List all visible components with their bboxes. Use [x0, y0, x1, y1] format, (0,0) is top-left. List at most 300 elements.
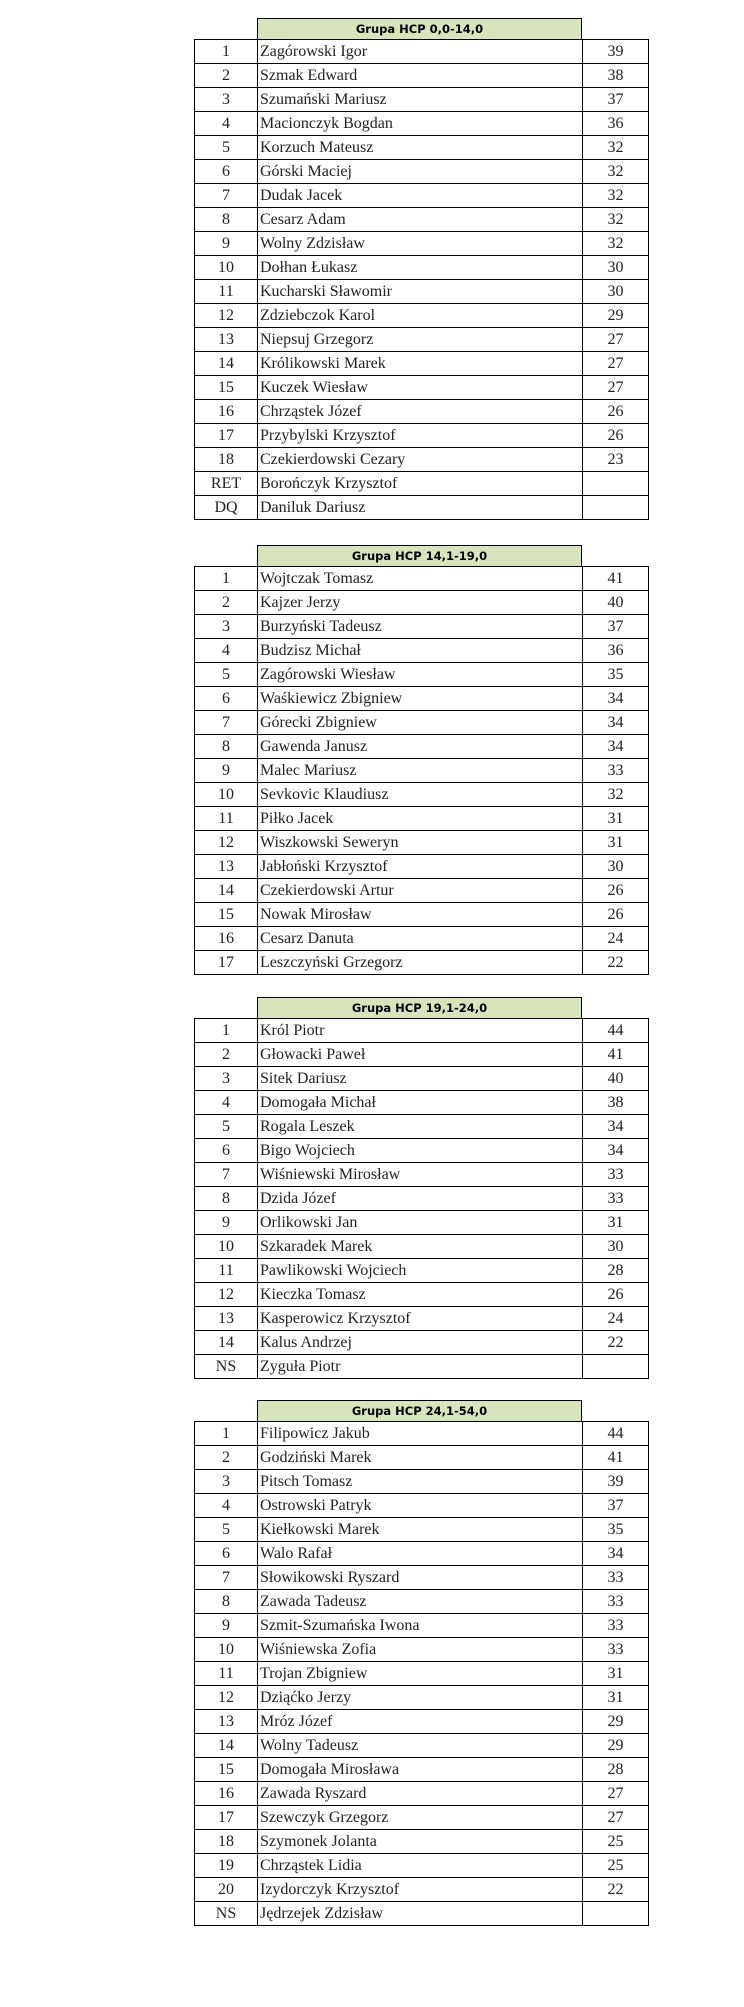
points-cell: 34 [583, 711, 649, 735]
points-cell: 40 [583, 591, 649, 615]
results-table [194, 566, 649, 975]
position-cell: 12 [195, 1686, 258, 1710]
player-name-cell: Chrząstek Lidia [258, 1854, 583, 1878]
player-name-cell: Malec Mariusz [258, 759, 583, 783]
position-cell: 20 [195, 1878, 258, 1902]
points-cell: 38 [583, 64, 649, 88]
position-cell: 17 [195, 424, 258, 448]
position-cell: 2 [195, 1446, 258, 1470]
points-cell: 26 [583, 903, 649, 927]
table-row [195, 232, 649, 256]
points-cell: 30 [583, 280, 649, 304]
points-cell: 32 [583, 232, 649, 256]
table-row [195, 64, 649, 88]
position-cell: 14 [195, 1734, 258, 1758]
player-name-cell: Filipowicz Jakub [258, 1422, 583, 1446]
points-cell: 33 [583, 1638, 649, 1662]
table-row [195, 807, 649, 831]
points-cell: 44 [583, 1422, 649, 1446]
player-name-cell: Szmak Edward [258, 64, 583, 88]
table-row [195, 1830, 649, 1854]
points-cell: 27 [583, 1782, 649, 1806]
position-cell: 9 [195, 1211, 258, 1235]
points-cell: 26 [583, 1283, 649, 1307]
table-row [195, 496, 649, 520]
player-name-cell: Kajzer Jerzy [258, 591, 583, 615]
points-cell: 23 [583, 448, 649, 472]
position-cell: 12 [195, 304, 258, 328]
table-row [195, 1614, 649, 1638]
player-name-cell: Przybylski Krzysztof [258, 424, 583, 448]
position-cell: 3 [195, 615, 258, 639]
position-cell: 14 [195, 352, 258, 376]
position-cell: 14 [195, 879, 258, 903]
table-row [195, 711, 649, 735]
player-name-cell: Kiełkowski Marek [258, 1518, 583, 1542]
table-row [195, 352, 649, 376]
player-name-cell: Wolny Zdzisław [258, 232, 583, 256]
position-cell: 4 [195, 1494, 258, 1518]
table-row [195, 1854, 649, 1878]
position-cell: 11 [195, 280, 258, 304]
player-name-cell: Waśkiewicz Zbigniew [258, 687, 583, 711]
points-cell [583, 472, 649, 496]
points-cell: 31 [583, 1686, 649, 1710]
position-cell: 2 [195, 1043, 258, 1067]
player-name-cell: Zawada Ryszard [258, 1782, 583, 1806]
table-row [195, 1566, 649, 1590]
points-cell: 25 [583, 1854, 649, 1878]
points-cell: 22 [583, 951, 649, 975]
results-table [194, 39, 649, 520]
player-name-cell: Wiśniewska Zofia [258, 1638, 583, 1662]
player-name-cell: Królikowski Marek [258, 352, 583, 376]
points-cell: 29 [583, 1710, 649, 1734]
table-row [195, 1710, 649, 1734]
table-row [195, 1422, 649, 1446]
points-cell: 33 [583, 1590, 649, 1614]
points-cell: 39 [583, 1470, 649, 1494]
points-cell: 37 [583, 1494, 649, 1518]
table-row [195, 1211, 649, 1235]
table-row [195, 903, 649, 927]
points-cell: 27 [583, 1806, 649, 1830]
table-row [195, 1187, 649, 1211]
points-cell: 33 [583, 759, 649, 783]
points-cell [583, 1355, 649, 1379]
points-cell: 31 [583, 1211, 649, 1235]
table-row [195, 400, 649, 424]
position-cell: 14 [195, 1331, 258, 1355]
position-cell: 15 [195, 376, 258, 400]
player-name-cell: Czekierdowski Cezary [258, 448, 583, 472]
points-cell: 32 [583, 783, 649, 807]
points-cell: 32 [583, 184, 649, 208]
points-cell: 27 [583, 328, 649, 352]
table-row [195, 1638, 649, 1662]
position-cell: 1 [195, 567, 258, 591]
position-cell: 4 [195, 639, 258, 663]
player-name-cell: Niepsuj Grzegorz [258, 328, 583, 352]
player-name-cell: Leszczyński Grzegorz [258, 951, 583, 975]
position-cell: 7 [195, 1566, 258, 1590]
points-cell: 37 [583, 615, 649, 639]
player-name-cell: Macionczyk Bogdan [258, 112, 583, 136]
player-name-cell: Szkaradek Marek [258, 1235, 583, 1259]
position-cell: 2 [195, 591, 258, 615]
position-cell: 5 [195, 1518, 258, 1542]
position-cell: 13 [195, 328, 258, 352]
table-row [195, 376, 649, 400]
table-row [195, 1518, 649, 1542]
points-cell: 35 [583, 1518, 649, 1542]
group-section [194, 545, 648, 975]
player-name-cell: Zawada Tadeusz [258, 1590, 583, 1614]
player-name-cell: Korzuch Mateusz [258, 136, 583, 160]
points-cell: 41 [583, 567, 649, 591]
player-name-cell: Kieczka Tomasz [258, 1283, 583, 1307]
table-row [195, 328, 649, 352]
position-cell: 4 [195, 112, 258, 136]
points-cell: 25 [583, 1830, 649, 1854]
points-cell: 26 [583, 400, 649, 424]
player-name-cell: Zagórowski Wiesław [258, 663, 583, 687]
table-row [195, 1902, 649, 1926]
position-cell: 15 [195, 903, 258, 927]
table-row [195, 951, 649, 975]
points-cell: 34 [583, 1139, 649, 1163]
player-name-cell: Walo Rafał [258, 1542, 583, 1566]
table-row [195, 927, 649, 951]
points-cell: 38 [583, 1091, 649, 1115]
position-cell: 4 [195, 1091, 258, 1115]
points-cell: 31 [583, 1662, 649, 1686]
position-cell: 7 [195, 1163, 258, 1187]
position-cell: 6 [195, 1139, 258, 1163]
position-cell: 6 [195, 687, 258, 711]
position-cell: 9 [195, 1614, 258, 1638]
player-name-cell: Sitek Dariusz [258, 1067, 583, 1091]
player-name-cell: Chrząstek Józef [258, 400, 583, 424]
position-cell: 8 [195, 735, 258, 759]
player-name-cell: Górecki Zbigniew [258, 711, 583, 735]
player-name-cell: Jędrzejek Zdzisław [258, 1902, 583, 1926]
player-name-cell: Godziński Marek [258, 1446, 583, 1470]
player-name-cell: Pawlikowski Wojciech [258, 1259, 583, 1283]
player-name-cell: Piłko Jacek [258, 807, 583, 831]
points-cell: 24 [583, 1307, 649, 1331]
group-header: Grupa HCP 19,1-24,0 [257, 997, 582, 1018]
player-name-cell: Domogała Mirosława [258, 1758, 583, 1782]
player-name-cell: Zdziebczok Karol [258, 304, 583, 328]
points-cell: 36 [583, 112, 649, 136]
player-name-cell: Daniluk Dariusz [258, 496, 583, 520]
points-cell: 35 [583, 663, 649, 687]
table-row [195, 1590, 649, 1614]
position-cell: NS [195, 1902, 258, 1926]
table-row [195, 256, 649, 280]
group-header: Grupa HCP 0,0-14,0 [257, 18, 582, 39]
table-row [195, 663, 649, 687]
points-cell: 41 [583, 1043, 649, 1067]
table-row [195, 1331, 649, 1355]
points-cell: 37 [583, 88, 649, 112]
points-cell: 31 [583, 831, 649, 855]
points-cell: 33 [583, 1187, 649, 1211]
player-name-cell: Orlikowski Jan [258, 1211, 583, 1235]
points-cell: 33 [583, 1614, 649, 1638]
player-name-cell: Gawenda Janusz [258, 735, 583, 759]
table-row [195, 1163, 649, 1187]
table-row [195, 1470, 649, 1494]
table-row [195, 1019, 649, 1043]
points-cell: 39 [583, 40, 649, 64]
points-cell: 34 [583, 1115, 649, 1139]
position-cell: 18 [195, 448, 258, 472]
player-name-cell: Głowacki Paweł [258, 1043, 583, 1067]
position-cell: 2 [195, 64, 258, 88]
table-row [195, 1662, 649, 1686]
position-cell: 13 [195, 1710, 258, 1734]
position-cell: 1 [195, 1422, 258, 1446]
table-row [195, 1782, 649, 1806]
table-row [195, 567, 649, 591]
player-name-cell: Wojtczak Tomasz [258, 567, 583, 591]
position-cell: 9 [195, 232, 258, 256]
points-cell: 29 [583, 1734, 649, 1758]
points-cell: 28 [583, 1758, 649, 1782]
points-cell: 30 [583, 1235, 649, 1259]
position-cell: 3 [195, 1470, 258, 1494]
table-row [195, 160, 649, 184]
position-cell: 10 [195, 783, 258, 807]
position-cell: 8 [195, 1590, 258, 1614]
points-cell: 33 [583, 1566, 649, 1590]
table-row [195, 831, 649, 855]
table-row [195, 1283, 649, 1307]
player-name-cell: Trojan Zbigniew [258, 1662, 583, 1686]
table-row [195, 1259, 649, 1283]
player-name-cell: Dzida Józef [258, 1187, 583, 1211]
table-row [195, 759, 649, 783]
points-cell: 32 [583, 208, 649, 232]
position-cell: 15 [195, 1758, 258, 1782]
player-name-cell: Kucharski Sławomir [258, 280, 583, 304]
player-name-cell: Słowikowski Ryszard [258, 1566, 583, 1590]
player-name-cell: Rogala Leszek [258, 1115, 583, 1139]
results-table [194, 1421, 649, 1926]
position-cell: 7 [195, 184, 258, 208]
position-cell: 10 [195, 1235, 258, 1259]
group-section [194, 997, 648, 1379]
position-cell: 12 [195, 831, 258, 855]
points-cell: 30 [583, 855, 649, 879]
table-row [195, 40, 649, 64]
player-name-cell: Jabłoński Krzysztof [258, 855, 583, 879]
position-cell: 3 [195, 1067, 258, 1091]
player-name-cell: Domogała Michał [258, 1091, 583, 1115]
player-name-cell: Wiśniewski Mirosław [258, 1163, 583, 1187]
table-row [195, 1446, 649, 1470]
position-cell: 11 [195, 1259, 258, 1283]
player-name-cell: Kalus Andrzej [258, 1331, 583, 1355]
table-row [195, 1494, 649, 1518]
player-name-cell: Ostrowski Patryk [258, 1494, 583, 1518]
points-cell: 22 [583, 1331, 649, 1355]
player-name-cell: Bigo Wojciech [258, 1139, 583, 1163]
points-cell: 40 [583, 1067, 649, 1091]
position-cell: 5 [195, 663, 258, 687]
table-row [195, 472, 649, 496]
table-row [195, 112, 649, 136]
position-cell: 17 [195, 1806, 258, 1830]
points-cell: 32 [583, 160, 649, 184]
player-name-cell: Dudak Jacek [258, 184, 583, 208]
table-row [195, 136, 649, 160]
position-cell: DQ [195, 496, 258, 520]
table-row [195, 1139, 649, 1163]
table-row [195, 1542, 649, 1566]
position-cell: 9 [195, 759, 258, 783]
player-name-cell: Budzisz Michał [258, 639, 583, 663]
results-sheet [194, 18, 648, 1951]
player-name-cell: Dołhan Łukasz [258, 256, 583, 280]
points-cell: 24 [583, 927, 649, 951]
position-cell: 8 [195, 208, 258, 232]
player-name-cell: Pitsch Tomasz [258, 1470, 583, 1494]
position-cell: NS [195, 1355, 258, 1379]
table-row [195, 1758, 649, 1782]
position-cell: 5 [195, 136, 258, 160]
position-cell: 19 [195, 1854, 258, 1878]
table-row [195, 591, 649, 615]
position-cell: 12 [195, 1283, 258, 1307]
table-row [195, 88, 649, 112]
points-cell: 44 [583, 1019, 649, 1043]
position-cell: 16 [195, 400, 258, 424]
points-cell: 26 [583, 879, 649, 903]
group-section [194, 18, 648, 520]
table-row [195, 735, 649, 759]
group-section [194, 1400, 648, 1926]
player-name-cell: Cesarz Adam [258, 208, 583, 232]
points-cell: 31 [583, 807, 649, 831]
player-name-cell: Górski Maciej [258, 160, 583, 184]
position-cell: RET [195, 472, 258, 496]
points-cell [583, 496, 649, 520]
table-row [195, 639, 649, 663]
group-header: Grupa HCP 14,1-19,0 [257, 545, 582, 566]
position-cell: 1 [195, 40, 258, 64]
group-header: Grupa HCP 24,1-54,0 [257, 1400, 582, 1421]
player-name-cell: Kuczek Wiesław [258, 376, 583, 400]
points-cell: 41 [583, 1446, 649, 1470]
points-cell: 34 [583, 687, 649, 711]
position-cell: 6 [195, 1542, 258, 1566]
position-cell: 5 [195, 1115, 258, 1139]
player-name-cell: Król Piotr [258, 1019, 583, 1043]
table-row [195, 1806, 649, 1830]
position-cell: 11 [195, 807, 258, 831]
player-name-cell: Czekierdowski Artur [258, 879, 583, 903]
player-name-cell: Szmit-Szumańska Iwona [258, 1614, 583, 1638]
player-name-cell: Szewczyk Grzegorz [258, 1806, 583, 1830]
points-cell: 28 [583, 1259, 649, 1283]
position-cell: 17 [195, 951, 258, 975]
table-row [195, 1067, 649, 1091]
table-row [195, 1115, 649, 1139]
position-cell: 16 [195, 1782, 258, 1806]
points-cell: 36 [583, 639, 649, 663]
player-name-cell: Nowak Mirosław [258, 903, 583, 927]
table-row [195, 184, 649, 208]
points-cell: 26 [583, 424, 649, 448]
player-name-cell: Zyguła Piotr [258, 1355, 583, 1379]
player-name-cell: Borończyk Krzysztof [258, 472, 583, 496]
table-row [195, 687, 649, 711]
table-row [195, 1043, 649, 1067]
position-cell: 13 [195, 1307, 258, 1331]
position-cell: 18 [195, 1830, 258, 1854]
points-cell [583, 1902, 649, 1926]
points-cell: 30 [583, 256, 649, 280]
position-cell: 10 [195, 256, 258, 280]
player-name-cell: Wolny Tadeusz [258, 1734, 583, 1758]
table-row [195, 1235, 649, 1259]
position-cell: 8 [195, 1187, 258, 1211]
player-name-cell: Kasperowicz Krzysztof [258, 1307, 583, 1331]
table-row [195, 783, 649, 807]
table-row [195, 1734, 649, 1758]
player-name-cell: Dziąćko Jerzy [258, 1686, 583, 1710]
table-row [195, 1355, 649, 1379]
player-name-cell: Szymonek Jolanta [258, 1830, 583, 1854]
table-row [195, 1878, 649, 1902]
position-cell: 13 [195, 855, 258, 879]
table-row [195, 615, 649, 639]
table-row [195, 1091, 649, 1115]
table-row [195, 424, 649, 448]
points-cell: 33 [583, 1163, 649, 1187]
player-name-cell: Izydorczyk Krzysztof [258, 1878, 583, 1902]
player-name-cell: Szumański Mariusz [258, 88, 583, 112]
player-name-cell: Mróz Józef [258, 1710, 583, 1734]
points-cell: 29 [583, 304, 649, 328]
table-row [195, 1307, 649, 1331]
points-cell: 27 [583, 376, 649, 400]
points-cell: 34 [583, 735, 649, 759]
points-cell: 32 [583, 136, 649, 160]
results-table [194, 1018, 649, 1379]
player-name-cell: Cesarz Danuta [258, 927, 583, 951]
player-name-cell: Wiszkowski Seweryn [258, 831, 583, 855]
points-cell: 34 [583, 1542, 649, 1566]
position-cell: 16 [195, 927, 258, 951]
position-cell: 10 [195, 1638, 258, 1662]
position-cell: 1 [195, 1019, 258, 1043]
player-name-cell: Sevkovic Klaudiusz [258, 783, 583, 807]
table-row [195, 280, 649, 304]
position-cell: 6 [195, 160, 258, 184]
table-row [195, 879, 649, 903]
table-row [195, 208, 649, 232]
table-row [195, 855, 649, 879]
position-cell: 3 [195, 88, 258, 112]
player-name-cell: Burzyński Tadeusz [258, 615, 583, 639]
position-cell: 7 [195, 711, 258, 735]
position-cell: 11 [195, 1662, 258, 1686]
player-name-cell: Zagórowski Igor [258, 40, 583, 64]
